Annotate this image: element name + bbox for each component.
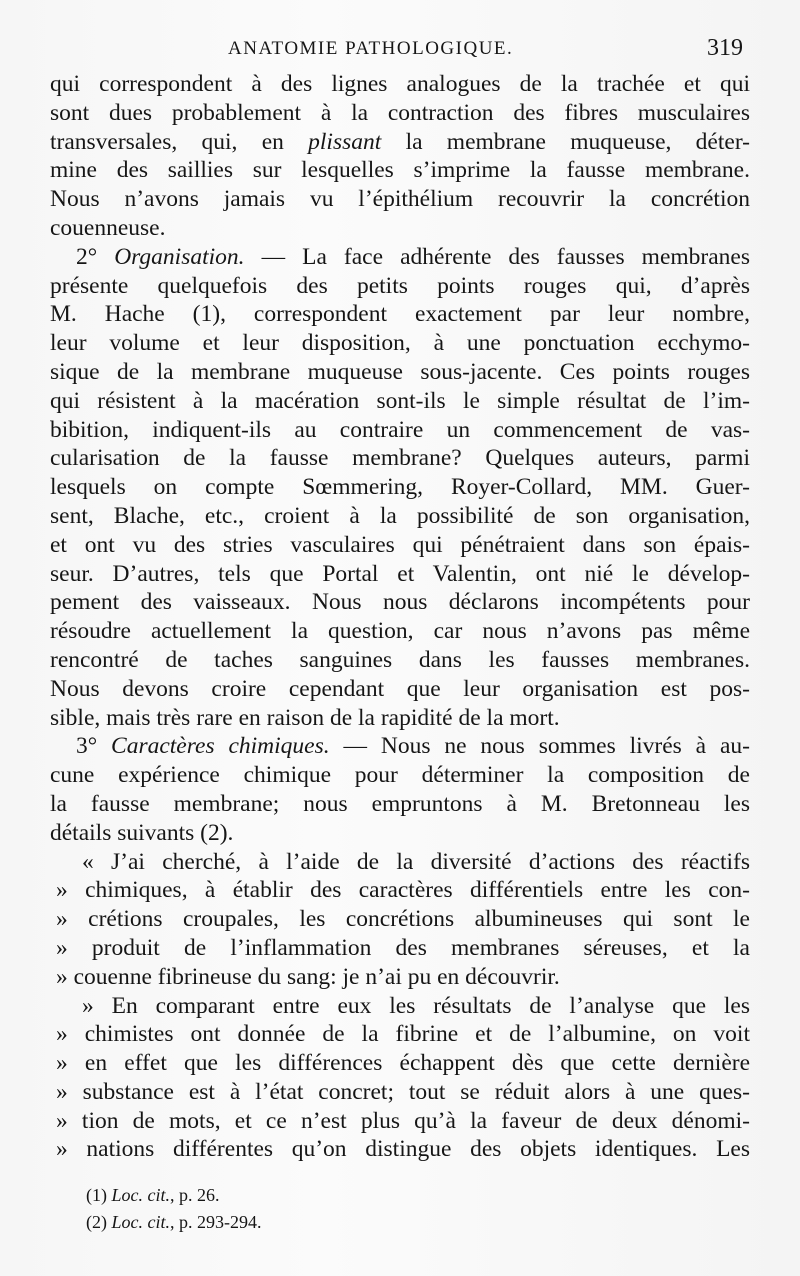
text-line: couenneuse.: [50, 214, 166, 241]
text-line: bibition, indiquent-ils au contraire un commencement de vas-: [50, 416, 750, 443]
section-title-caracteres-chimiques: Caractères chimiques.: [111, 733, 330, 760]
section-heading-line: [50, 243, 750, 272]
quote-line: » En comparant entre eux les résultats de l’analyse que les: [82, 992, 750, 1019]
text-line: présente quelquefois des petits points rouges qui, d’après: [50, 272, 750, 299]
text-line: pement des vaisseaux. Nous nous déclarons incompétents pour: [50, 589, 750, 616]
text-run: la membrane muqueuse, déter-: [381, 128, 751, 155]
footnotes: [86, 1182, 386, 1236]
running-title: ANATOMIE PATHOLOGIQUE.: [228, 38, 514, 59]
footnote: [86, 1209, 386, 1236]
footnote-reference: , p. 293-294.: [170, 1212, 262, 1232]
text-line: seur. D’autres, tels que Portal et Valentin, ont nié le dévelop-: [50, 560, 750, 587]
text-line: Nous n’avons jamais vu l’épithélium recouvrir la concrétion: [50, 186, 750, 213]
text-line: sique de la membrane muqueuse sous-jacente. Ces points rouges: [50, 358, 750, 385]
running-head: [228, 35, 743, 68]
text-line: rencontré de taches sanguines dans les fausses membranes.: [50, 646, 750, 673]
quote-line: « J’ai cherché, à l’aide de la diversité d’actions des réactifs: [82, 848, 750, 875]
quote-line: » en effet que les différences échappent dès que cette dernière: [56, 1050, 750, 1077]
text-line: cularisation de la fausse membrane? Quelques auteurs, parmi: [50, 445, 750, 472]
body-text: [50, 70, 750, 1164]
text-run: — Nous ne nous sommes livrés à au-: [329, 733, 750, 760]
quote-line: » produit de l’inflammation des membranes séreuses, et la: [56, 934, 750, 961]
text-line: sible, mais très rare en raison de la rapidité de la mort.: [50, 704, 560, 731]
footnote-citation: Loc. cit.: [111, 1212, 170, 1232]
text-line: la fausse membrane; nous empruntons à M. Bretonneau les: [50, 790, 750, 817]
text-line: [50, 128, 750, 157]
quote-line: » crétions croupales, les concrétions albumineuses qui sont le: [56, 906, 750, 933]
text-line: leur volume et leur disposition, à une ponctuation ecchymo-: [50, 330, 750, 357]
quote-line: » nations différentes qu’on distingue des objets identiques. Les: [56, 1136, 750, 1163]
footnote-number: (1): [86, 1185, 107, 1205]
text-line: cune expérience chimique pour déterminer la composition de: [50, 762, 750, 789]
emphasis-word: plissant: [308, 128, 382, 155]
text-line: qui résistent à la macération sont-ils le simple résultat de l’im-: [50, 387, 750, 414]
text-line: M. Hache (1), correspondent exactement par leur nombre,: [50, 301, 750, 328]
footnote-reference: , p. 26.: [170, 1185, 220, 1205]
page-number: 319: [707, 35, 743, 61]
text-line: lesquels on compte Sœmmering, Royer-Collard, MM. Guer-: [50, 474, 750, 501]
section-title-organisation: Organisation.: [114, 243, 245, 270]
text-line: qui correspondent à des lignes analogues de la trachée et qui: [50, 71, 750, 97]
text-line: sent, Blache, etc., croient à la possibilité de son organisation,: [50, 502, 750, 529]
text-line: détails suivants (2).: [50, 819, 234, 846]
footnote-citation: Loc. cit.: [111, 1185, 170, 1205]
quote-line: » chimistes ont donnée de la fibrine et de l’albumine, on voit: [56, 1021, 750, 1048]
text-line: résoudre actuellement la question, car nous n’avons pas même: [50, 618, 750, 645]
footnote: [86, 1182, 386, 1209]
text-line: mine des saillies sur lesquelles s’imprime la fausse membrane.: [50, 157, 750, 184]
text-run: — La face adhérente des fausses membranes: [244, 243, 750, 270]
text-line: Nous devons croire cependant que leur organisation est pos-: [50, 675, 750, 702]
section-heading-line: [50, 732, 750, 761]
footnote-number: (2): [86, 1212, 107, 1232]
quote-line: » tion de mots, et ce n’est plus qu’à la faveur de deux dénomi-: [56, 1107, 750, 1134]
text-run: transversales, qui, en: [50, 128, 309, 155]
section-number: 2°: [76, 243, 115, 270]
quote-line: » chimiques, à établir des caractères différentiels entre les con-: [56, 877, 750, 904]
quote-line: » substance est à l’état concret; tout se réduit alors à une ques-: [56, 1078, 750, 1105]
section-number: 3°: [76, 733, 112, 760]
text-line: et ont vu des stries vasculaires qui pénétraient dans son épais-: [50, 531, 750, 558]
quote-line: » couenne fibrineuse du sang: je n’ai pu en découvrir.: [56, 963, 560, 990]
text-line: sont dues probablement à la contraction des fibres musculaires: [50, 99, 750, 126]
